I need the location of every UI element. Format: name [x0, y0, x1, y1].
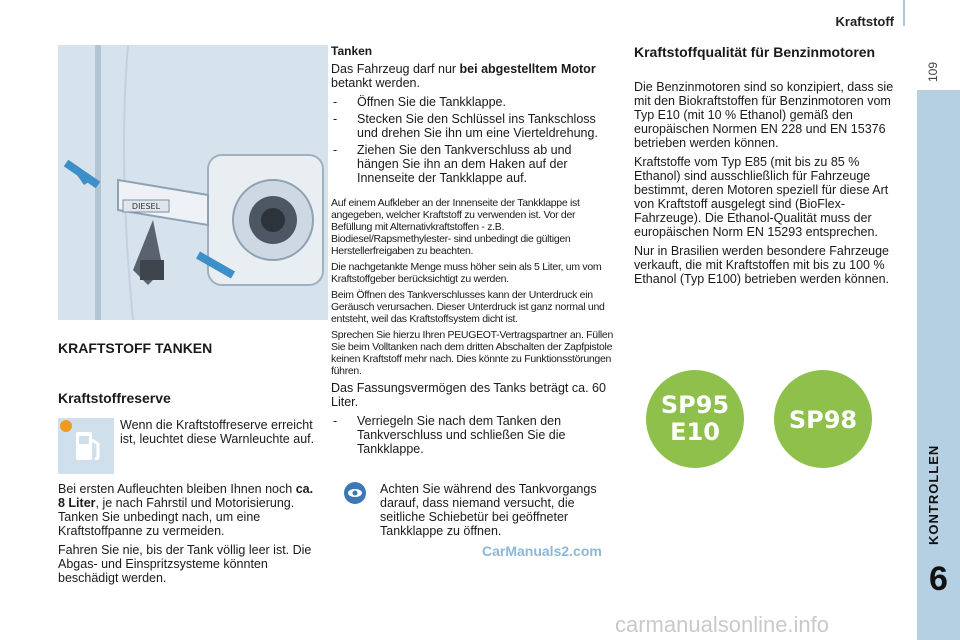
header-divider	[903, 0, 905, 26]
reserve-paragraph-1: Bei ersten Aufleuchten bleiben Ihnen noch ca. 8 Liter, je nach Fahrstil und Motorisierung. Tanken Sie unbedingt nach, um eine Kraftstoffpanne zu vermeiden.	[58, 482, 314, 538]
list-item: - Ziehen Sie den Tankverschluss ab und hängen Sie ihn an dem Haken auf der Innenseite der Tankklappe auf.	[331, 143, 616, 185]
reserve-icon-text: Wenn die Kraftstoffreserve erreicht ist, leuchtet diese Warnleuchte auf.	[120, 418, 315, 446]
list-item: - Stecken Sie den Schlüssel ins Tankschloss und drehen Sie ihn um eine Vierteldrehung.	[331, 112, 616, 140]
quality-paragraph-3: Nur in Brasilien werden besondere Fahrzeuge verkauft, die mit Kraftstoffen mit bis zu 100 % Ethanol (Typ E100) betrieben werden können.	[634, 244, 890, 286]
section-title: KRAFTSTOFF TANKEN	[58, 340, 213, 356]
safety-note: Achten Sie während des Tankvorgangs darauf, dass niemand versucht, die seitliche Schiebetür bei geöffneter Tankklappe zu öffnen.	[380, 482, 597, 538]
footer-watermark: carmanualsonline.info	[615, 612, 830, 637]
tank-capacity: Das Fassungsvermögen des Tanks beträgt ca. 60 Liter.	[331, 381, 606, 409]
warning-light-icon	[60, 420, 72, 432]
eye-icon	[344, 482, 366, 504]
list-item: - Öffnen Sie die Tankklappe.	[331, 95, 616, 109]
list-item: - Verriegeln Sie nach dem Tanken den Tankverschluss und schließen Sie die Tankklappe.	[331, 414, 616, 456]
fuel-warning-icon	[58, 418, 114, 474]
quality-heading: Kraftstoffqualität für Benzinmotoren	[634, 44, 876, 60]
sp95-e10-badge: SP95 E10	[646, 370, 744, 468]
reserve-paragraph-2: Fahren Sie nie, bis der Tank völlig leer ist. Die Abgas- und Einspritzsysteme könnten beschädigt werden.	[58, 543, 312, 585]
min-quantity-note: Die nachgetankte Menge muss höher sein als 5 Liter, um vom Kraftstoffgeber berücksichtigt zu werden.	[331, 261, 602, 285]
fuel-flap-illustration	[58, 45, 328, 320]
quality-paragraph-1: Die Benzinmotoren sind so konzipiert, dass sie mit den Biokraftstoffen für Benzinmotoren vom Typ E10 (mit 10 % Ethanol) gemäß den europäischen Normen EN 228 und EN 15376 betrieben werden können.	[634, 80, 894, 150]
chapter-label: KONTROLLEN	[926, 444, 941, 545]
tanken-steps	[331, 95, 616, 185]
watermark: CarManuals2.com	[482, 543, 602, 559]
tanken-intro: Das Fahrzeug darf nur bei abgestelltem Motor betankt werden.	[331, 62, 596, 90]
chapter-number: 6	[929, 560, 948, 598]
sticker-note: Auf einem Aufkleber an der Innenseite der Tankklappe ist angegeben, welcher Kraftstoff zu verwenden ist. Vor der Befüllung mit Alternativkraftstoffen - z.B. Biodiesel/Rapsmethylester- sind unbedingt die gültigen Herstellerfreigaben zu beachten.	[331, 197, 580, 257]
vacuum-note: Beim Öffnen des Tankverschlusses kann der Unterdruck ein Geräusch verursachen. Dieser Unterdruck ist ganz normal und entsteht, weil das Kraftstoffsystem dicht ist.	[331, 289, 605, 325]
sp98-badge: SP98	[774, 370, 872, 468]
diesel-label: DIESEL	[131, 202, 161, 211]
chapter-sidebar	[917, 90, 960, 640]
page-number: 109	[926, 61, 940, 82]
dealer-note: Sprechen Sie hierzu Ihren PEUGEOT-Vertragspartner an. Füllen Sie beim Volltanken nach dem dritten Abschalten der Zapfpistole keinen Kraftstoff mehr nach. Dies könnte zu Funktionsstörungen führen.	[331, 329, 613, 377]
page-header-title: Kraftstoff	[835, 14, 894, 29]
quality-paragraph-2: Kraftstoffe vom Typ E85 (mit bis zu 85 % Ethanol) sind ausschließlich für Fahrzeuge bestimmt, deren Motoren speziell für diese Art von Kraftstoff ausgelegt sind (BioFlex-Fahrzeuge). Die Ethanol-Qualität muss der europäischen Norm EN 15293 entsprechen.	[634, 155, 889, 239]
reserve-heading: Kraftstoffreserve	[58, 390, 171, 406]
tanken-heading: Tanken	[331, 44, 373, 58]
fuel-flap-drawing	[58, 45, 328, 320]
